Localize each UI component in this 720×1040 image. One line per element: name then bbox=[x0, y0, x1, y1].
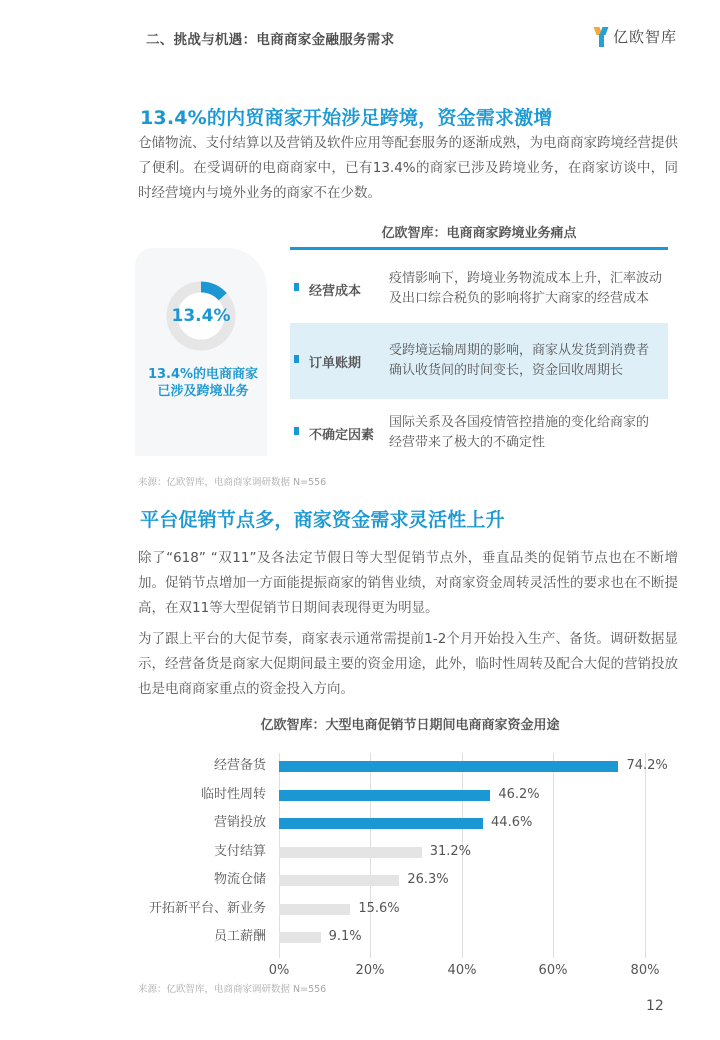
bar-value-label: 31.2% bbox=[429, 843, 472, 859]
square-bullet-icon bbox=[294, 283, 299, 291]
chart-title: 亿欧智库：大型电商促销节日期间电商商家资金用途 bbox=[260, 718, 560, 733]
square-bullet-icon bbox=[294, 355, 299, 363]
x-tick: 80% bbox=[630, 963, 660, 978]
x-tick: 20% bbox=[355, 963, 385, 978]
x-tick: 0% bbox=[268, 963, 290, 978]
donut-card bbox=[135, 248, 267, 456]
bar-value-label: 74.2% bbox=[626, 758, 668, 773]
pain-point-desc-line: 经营带来了极大的不确定性 bbox=[389, 435, 546, 450]
bar-category-label: 员工薪酬 bbox=[213, 929, 266, 944]
bar bbox=[279, 875, 399, 886]
bar-value-label: 26.3% bbox=[407, 872, 449, 887]
bar bbox=[279, 790, 490, 801]
pain-point-desc-line: 确认收货间的时间变长，资金回收周期长 bbox=[389, 363, 624, 378]
bar bbox=[279, 761, 618, 772]
donut-caption bbox=[143, 366, 263, 400]
pain-point-desc-line: 疫情影响下，跨境业务物流成本上升，汇率波动 bbox=[389, 271, 663, 286]
section2-paragraph-2: 为了跟上平台的大促节奏，商家表示通常需提前1-2个月开始投入生产、备货。调研数据显示，经营备货是商家大促期间最主要的资金用途，此外，临时性周转及配合大促的营销投放也是电商商家重点的资金投入方向。 bbox=[138, 631, 678, 697]
bar-category-label: 开拓新平台、新业务 bbox=[148, 900, 266, 916]
pain-point-key: 订单账期 bbox=[309, 355, 362, 371]
bar-value-label: 15.6% bbox=[358, 900, 400, 916]
pain-point-key: 不确定因素 bbox=[309, 427, 375, 443]
bar-row bbox=[0, 842, 720, 862]
bar-value-label: 44.6% bbox=[491, 815, 533, 830]
bar-row bbox=[0, 927, 720, 947]
pain-point-row bbox=[290, 323, 668, 399]
bar-row bbox=[0, 813, 720, 833]
section2-paragraph-1: 除了“618” “双11”及各法定节假日等大型促销节点外，垂直品类的促销节点也在不断增加。促销节点增加一方面能提振商家的销售业绩，对商家资金周转灵活性的要求也在不断提高，在双11等大型促销节日期间表现得更为明显。 bbox=[138, 550, 678, 616]
section2-heading: 平台促销节点多，商家资金需求灵活性上升 bbox=[140, 509, 505, 531]
bar-value-label: 46.2% bbox=[498, 786, 540, 802]
x-tick: 60% bbox=[538, 963, 568, 978]
bar-row bbox=[0, 785, 720, 805]
pain-points-title: 亿欧智库：电商商家跨境业务痛点 bbox=[381, 226, 577, 241]
bar bbox=[279, 818, 483, 829]
pain-point-desc-line: 国际关系及各国疫情管控措施的变化给商家的 bbox=[389, 415, 650, 430]
square-bullet-icon bbox=[294, 427, 299, 435]
bar-category-label: 临时性周转 bbox=[200, 786, 266, 802]
bar-category-label: 营销投放 bbox=[213, 815, 266, 830]
pain-point-desc bbox=[389, 413, 668, 453]
bar-row bbox=[0, 899, 720, 919]
pain-point-key: 经营成本 bbox=[309, 283, 362, 299]
bar bbox=[279, 932, 321, 943]
pain-point-desc-line: 及出口综合税负的影响将扩大商家的经营成本 bbox=[389, 291, 650, 306]
x-tick: 40% bbox=[447, 963, 477, 978]
source-note: 来源：亿欧智库，电商商家调研数据 N=556 bbox=[138, 477, 327, 488]
bar-category-label: 经营备货 bbox=[213, 758, 266, 773]
logo-y-icon bbox=[595, 27, 609, 47]
pain-point-row bbox=[290, 395, 668, 471]
bar bbox=[279, 847, 422, 858]
pain-point-row bbox=[290, 251, 668, 327]
donut-caption-line1: 13.4%的电商商家 bbox=[147, 367, 259, 382]
chart-source-note: 来源：亿欧智库，电商商家调研数据 N=556 bbox=[138, 984, 327, 995]
bar-category-label: 支付结算 bbox=[213, 843, 266, 859]
pain-point-desc bbox=[389, 269, 668, 309]
bar bbox=[279, 904, 350, 915]
donut-value: 13.4% bbox=[171, 306, 231, 326]
page-number: 12 bbox=[646, 998, 664, 1014]
bar-value-label: 9.1% bbox=[328, 929, 362, 944]
bar-category-label: 物流仓储 bbox=[213, 872, 266, 887]
section1-heading: 13.4%的内贸商家开始涉足跨境，资金需求激增 bbox=[140, 107, 553, 129]
bar-row bbox=[0, 870, 720, 890]
logo-text: 亿欧智库 bbox=[613, 28, 678, 46]
pain-point-desc-line: 受跨境运输周期的影响，商家从发货到消费者 bbox=[389, 343, 650, 358]
bar-row bbox=[0, 756, 720, 776]
bar-chart bbox=[0, 745, 720, 985]
pain-point-desc bbox=[389, 341, 668, 381]
section1-paragraph: 仓储物流、支付结算以及营销及软件应用等配套服务的逐渐成熟，为电商商家跨境经营提供了便利。在受调研的电商商家中，已有13.4%的商家已涉及跨境业务，在商家访谈中，同时经营境内与境外业务的商家不在少数。 bbox=[138, 135, 678, 201]
pain-points-divider bbox=[290, 247, 668, 250]
donut-caption-line2: 已涉及跨境业务 bbox=[157, 384, 249, 399]
brand-logo bbox=[595, 26, 677, 47]
section-header-title: 二、挑战与机遇：电商商家金融服务需求 bbox=[146, 32, 395, 48]
